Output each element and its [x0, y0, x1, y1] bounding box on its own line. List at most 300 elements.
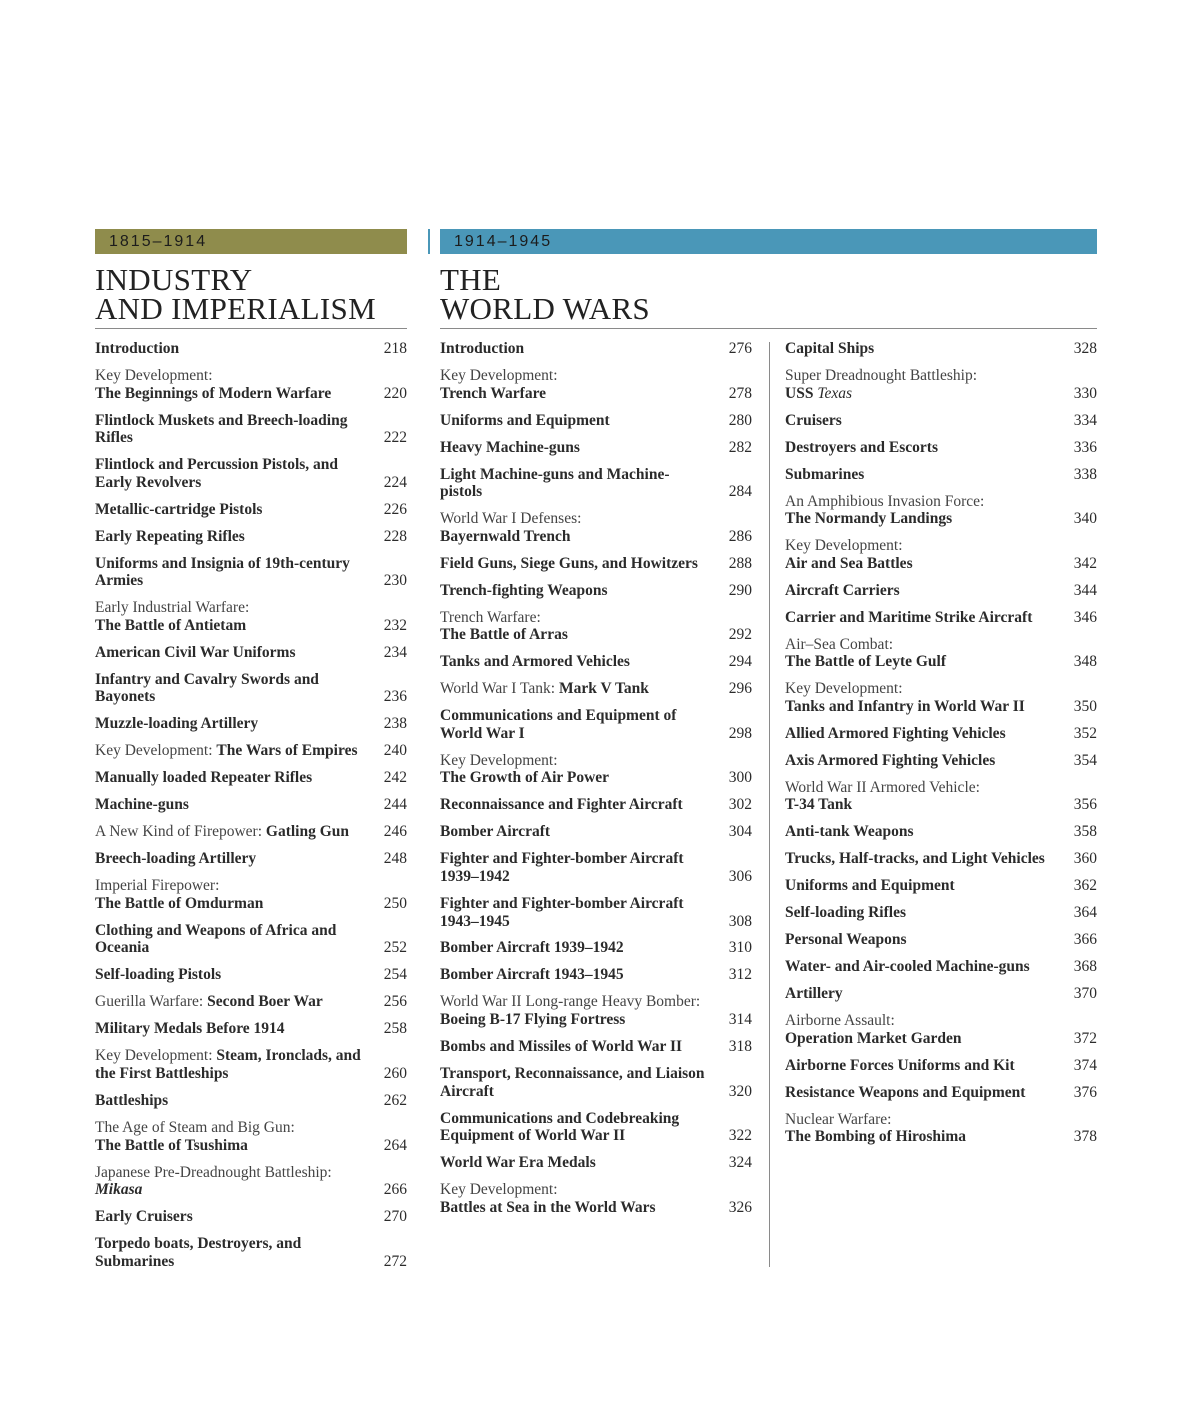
toc-entry-title: Flintlock and Percussion Pistols, and Early Revolvers	[95, 456, 339, 491]
toc-entry-title-italic: Texas	[817, 384, 853, 402]
toc-entry[interactable]	[440, 510, 752, 545]
toc-entry-text	[440, 412, 752, 430]
section-title-world-wars	[440, 262, 650, 326]
toc-entry-text	[440, 1181, 752, 1216]
toc-entry-page-number: 340	[1073, 510, 1097, 528]
toc-entry-title: The Bombing of Hiroshima	[785, 1128, 967, 1146]
toc-entry-text	[440, 510, 752, 545]
toc-entry[interactable]	[440, 939, 752, 957]
toc-entry-page-number: 336	[1073, 438, 1097, 456]
toc-entry-text	[95, 1119, 407, 1154]
toc-entry-text	[785, 752, 1097, 770]
toc-entry-kicker: Imperial Firepower:	[95, 877, 220, 895]
toc-entry-kicker: World War I Tank:	[440, 680, 556, 698]
toc-entry[interactable]	[440, 1065, 752, 1100]
toc-entry-page-number: 292	[728, 626, 752, 644]
toc-entry[interactable]	[95, 877, 407, 912]
toc-entry[interactable]	[440, 609, 752, 644]
toc-entry-title: Destroyers and Escorts	[785, 438, 938, 456]
toc-entry-text	[785, 340, 1097, 358]
toc-entry-title: Bayernwald Trench	[440, 527, 571, 545]
toc-entry-title: Steam, Ironclads, and the First Battleships	[95, 1047, 361, 1083]
toc-entry-title: Capital Ships	[785, 340, 875, 357]
toc-entry[interactable]	[95, 966, 407, 984]
toc-entry-title: Bomber Aircraft	[440, 823, 551, 841]
toc-entry-title: Personal Weapons	[785, 931, 907, 949]
toc-entry-title: The Beginnings of Modern Warfare	[95, 384, 332, 402]
toc-entry-text	[440, 707, 752, 742]
toc-entry-page-number: 240	[383, 742, 407, 760]
toc-entry-text	[440, 895, 752, 930]
toc-entry-page-number: 280	[728, 411, 752, 429]
toc-entry-text	[95, 528, 407, 546]
toc-entry-title: Early Cruisers	[95, 1208, 193, 1226]
toc-entry-text	[440, 850, 752, 885]
toc-entry-title: Aircraft Carriers	[785, 581, 900, 599]
toc-entry-page-number: 348	[1073, 653, 1097, 671]
toc-entry[interactable]	[785, 680, 1097, 715]
toc-entry-text	[440, 823, 752, 841]
toc-entry-title: Military Medals Before 1914	[95, 1020, 285, 1038]
toc-entry[interactable]	[440, 412, 752, 430]
period-label: 1815–1914	[109, 233, 208, 250]
toc-entry-text	[785, 439, 1097, 457]
toc-entry-page-number: 250	[383, 894, 407, 912]
toc-entry-page-number: 344	[1073, 581, 1097, 599]
toc-entry-page-number: 338	[1073, 465, 1097, 483]
toc-entry-text	[440, 680, 752, 698]
toc-entry-text	[95, 501, 407, 519]
toc-entry-page-number: 300	[728, 769, 752, 787]
toc-entry-page-number: 236	[383, 688, 407, 706]
toc-entry-page-number: 226	[383, 500, 407, 518]
toc-entry[interactable]	[785, 636, 1097, 671]
toc-entry[interactable]	[785, 725, 1097, 743]
toc-entry-title: Breech-loading Artillery	[95, 850, 257, 868]
toc-entry-kicker: Key Development:	[440, 366, 558, 384]
toc-entry-title: Manually loaded Repeater Rifles	[95, 769, 313, 787]
toc-entry-text	[785, 985, 1097, 1003]
toc-entry-kicker: Key Development:	[95, 1047, 213, 1065]
toc-entry[interactable]	[785, 412, 1097, 430]
toc-entry[interactable]	[95, 599, 407, 634]
toc-entry-text	[440, 1154, 752, 1172]
toc-entry-text	[785, 680, 1097, 715]
toc-entry-title: Communications and Equipment of World War I	[440, 707, 677, 742]
toc-entry-page-number: 266	[383, 1181, 407, 1199]
toc-entry-title: Battleships	[95, 1092, 169, 1109]
toc-entry[interactable]	[440, 1110, 752, 1145]
toc-entry-kicker: Key Development:	[785, 680, 903, 698]
toc-entry-text	[95, 555, 407, 590]
toc-entry-page-number: 374	[1073, 1056, 1097, 1074]
toc-entry[interactable]	[95, 1208, 407, 1226]
toc-entry[interactable]	[440, 466, 752, 501]
toc-entry-kicker: Guerilla Warfare:	[95, 993, 204, 1011]
toc-entry-text	[95, 1020, 407, 1038]
title-line-2: WORLD WARS	[440, 291, 650, 326]
toc-entry-page-number: 346	[1073, 608, 1097, 626]
toc-entry-title: Tanks and Infantry in World War II	[785, 697, 1025, 715]
toc-entry-title: Uniforms and Equipment	[785, 877, 955, 895]
toc-entry-page-number: 334	[1073, 411, 1097, 429]
toc-entry-text	[440, 939, 752, 957]
toc-entry-page-number: 360	[1073, 850, 1097, 868]
toc-entry-title: The Wars of Empires	[216, 742, 358, 760]
toc-entry-title: Artillery	[785, 985, 843, 1003]
section-title-industry-imperialism	[95, 262, 376, 326]
toc-entry-page-number: 368	[1073, 958, 1097, 976]
toc-entry-title: Reconnaissance and Fighter Aircraft	[440, 796, 683, 814]
toc-entry-text	[785, 850, 1097, 868]
toc-entry-page-number: 244	[383, 796, 407, 814]
toc-entry-page-number: 358	[1073, 823, 1097, 841]
toc-entry-text	[785, 904, 1097, 922]
toc-entry[interactable]	[785, 1057, 1097, 1075]
toc-entry-page-number: 356	[1073, 796, 1097, 814]
toc-entry-kicker: Key Development:	[95, 742, 213, 760]
toc-entry-page-number: 284	[728, 483, 752, 501]
toc-entry-page-number: 232	[383, 616, 407, 634]
toc-entry[interactable]	[95, 1092, 407, 1110]
toc-entry-page-number: 224	[383, 473, 407, 491]
toc-entry-kicker: Key Development:	[95, 366, 213, 384]
toc-entry-title: The Growth of Air Power	[440, 769, 610, 787]
toc-entry[interactable]	[440, 1038, 752, 1056]
toc-entry[interactable]	[785, 931, 1097, 949]
band-marker	[428, 229, 430, 254]
toc-entry-page-number: 254	[383, 966, 407, 984]
toc-entry-page-number: 364	[1073, 904, 1097, 922]
toc-entry-title: Metallic-cartridge Pistols	[95, 500, 263, 518]
toc-entry-title: Field Guns, Siege Guns, and Howitzers	[440, 554, 698, 572]
toc-entry-title: Airborne Forces Uniforms and Kit	[785, 1056, 1015, 1074]
toc-entry-page-number: 276	[728, 340, 752, 357]
toc-entry[interactable]	[785, 850, 1097, 868]
toc-entry-page-number: 324	[728, 1154, 752, 1172]
toc-entry-page-number: 294	[728, 653, 752, 671]
toc-entry-title: T-34 Tank	[785, 796, 853, 814]
toc-entry[interactable]	[95, 1235, 407, 1270]
toc-entry-text	[440, 993, 752, 1028]
toc-entry-text	[440, 1065, 752, 1100]
toc-entry-page-number: 256	[383, 993, 407, 1011]
toc-entry-page-number: 302	[728, 796, 752, 814]
title-rule	[440, 328, 1097, 329]
toc-entry-text	[95, 877, 407, 912]
column-divider	[769, 342, 770, 1267]
toc-entry-kicker: The Age of Steam and Big Gun:	[95, 1118, 295, 1136]
toc-entry[interactable]	[440, 966, 752, 984]
toc-entry[interactable]	[785, 493, 1097, 528]
toc-entry-kicker: Air–Sea Combat:	[785, 635, 894, 653]
toc-entry-kicker: Trench Warfare:	[440, 608, 541, 626]
toc-entry-text	[95, 823, 407, 841]
toc-entry[interactable]	[95, 340, 407, 358]
toc-entry[interactable]	[785, 609, 1097, 627]
toc-entry[interactable]	[785, 985, 1097, 1003]
toc-entry[interactable]	[440, 680, 752, 698]
toc-entry-page-number: 246	[383, 823, 407, 841]
toc-entry-text	[95, 412, 407, 447]
toc-entry-title: Introduction	[440, 340, 525, 357]
toc-entry-title: Gatling Gun	[265, 823, 350, 841]
toc-entry[interactable]	[785, 1111, 1097, 1146]
toc-entry[interactable]	[95, 555, 407, 590]
toc-entry-title: Trench-fighting Weapons	[440, 581, 608, 599]
toc-entry[interactable]	[95, 456, 407, 491]
toc-entry-title: World War Era Medals	[440, 1154, 596, 1172]
toc-entry-title: Muzzle-loading Artillery	[95, 715, 259, 733]
toc-entry-text	[440, 966, 752, 984]
toc-column-world-wars-2	[785, 340, 1097, 1155]
toc-entry-title: Submarines	[785, 465, 865, 483]
toc-entry-page-number: 310	[728, 939, 752, 957]
toc-entry-title: Allied Armored Fighting Vehicles	[785, 724, 1006, 742]
toc-entry[interactable]	[440, 1181, 752, 1216]
toc-entry-text	[785, 1057, 1097, 1075]
toc-entry[interactable]	[785, 439, 1097, 457]
toc-entry[interactable]	[785, 466, 1097, 484]
toc-entry-page-number: 238	[383, 715, 407, 733]
toc-entry-page-number: 308	[728, 912, 752, 930]
toc-entry-title: Clothing and Weapons of Africa and Oceania	[95, 921, 337, 957]
toc-entry-title: Axis Armored Fighting Vehicles	[785, 751, 996, 769]
toc-entry-kicker: World War I Defenses:	[440, 510, 582, 528]
toc-entry-title: Transport, Reconnaissance, and Liaison Aircraft	[440, 1065, 705, 1100]
toc-entry-title: Carrier and Maritime Strike Aircraft	[785, 608, 1033, 626]
toc-entry-text	[95, 1235, 407, 1270]
toc-entry-text	[785, 582, 1097, 600]
title-line-1: THE	[440, 262, 502, 297]
toc-entry-title: Operation Market Garden	[785, 1029, 962, 1047]
toc-entry-title: Cruisers	[785, 411, 842, 429]
toc-entry[interactable]	[95, 796, 407, 814]
toc-entry[interactable]	[785, 582, 1097, 600]
toc-entry-page-number: 318	[728, 1038, 752, 1056]
toc-entry-page-number: 230	[383, 572, 407, 590]
toc-entry-text	[95, 715, 407, 733]
toc-entry[interactable]	[785, 537, 1097, 572]
toc-entry-page-number: 350	[1073, 697, 1097, 715]
toc-entry-title: Trench Warfare	[440, 384, 547, 402]
toc-entry-title: Self-loading Rifles	[785, 904, 906, 922]
toc-entry[interactable]	[785, 1012, 1097, 1047]
toc-entry[interactable]	[95, 1164, 407, 1199]
toc-entry-page-number: 262	[383, 1092, 407, 1109]
toc-entry-title: USS	[785, 384, 818, 402]
toc-entry-text	[440, 1038, 752, 1056]
title-line-1: INDUSTRY	[95, 262, 253, 297]
toc-entry-page-number: 272	[383, 1252, 407, 1270]
toc-entry[interactable]	[440, 993, 752, 1028]
toc-entry-text	[95, 796, 407, 814]
toc-entry-page-number: 354	[1073, 751, 1097, 769]
toc-entry-text	[95, 367, 407, 402]
toc-entry-page-number: 278	[728, 384, 752, 402]
toc-entry[interactable]	[440, 653, 752, 671]
toc-entry-page-number: 270	[383, 1208, 407, 1226]
toc-entry-text	[95, 966, 407, 984]
toc-entry-text	[785, 1012, 1097, 1047]
toc-entry-title: Mark V Tank	[558, 680, 649, 698]
toc-entry-page-number: 312	[728, 966, 752, 984]
toc-entry[interactable]	[440, 895, 752, 930]
toc-entry-page-number: 242	[383, 769, 407, 787]
toc-entry-page-number: 282	[728, 438, 752, 456]
toc-entry[interactable]	[95, 1020, 407, 1038]
toc-entry-title: Uniforms and Insignia of 19th-century Armies	[95, 554, 350, 590]
toc-entry[interactable]	[785, 752, 1097, 770]
toc-entry-text	[785, 466, 1097, 484]
toc-entry[interactable]	[440, 1154, 752, 1172]
toc-entry-title: The Battle of Leyte Gulf	[785, 653, 947, 671]
period-band-1815-1914	[95, 229, 407, 254]
toc-entry-kicker: Nuclear Warfare:	[785, 1110, 892, 1128]
toc-entry-text	[785, 958, 1097, 976]
toc-entry[interactable]	[95, 823, 407, 841]
toc-entry-text	[95, 1208, 407, 1226]
toc-entry[interactable]	[95, 742, 407, 760]
toc-entry[interactable]	[95, 367, 407, 402]
toc-entry-page-number: 306	[728, 867, 752, 885]
toc-entry-page-number: 326	[728, 1198, 752, 1216]
toc-entry-text	[95, 850, 407, 868]
toc-entry-title: Boeing B-17 Flying Fortress	[440, 1011, 626, 1029]
toc-entry-text	[440, 653, 752, 671]
toc-entry-page-number: 252	[383, 939, 407, 957]
toc-entry[interactable]	[785, 367, 1097, 402]
toc-entry-page-number: 362	[1073, 877, 1097, 895]
toc-entry[interactable]	[95, 1119, 407, 1154]
toc-entry-page-number: 260	[383, 1065, 407, 1083]
toc-entry-title: American Civil War Uniforms	[95, 643, 296, 661]
toc-entry[interactable]	[785, 1084, 1097, 1102]
toc-entry-text	[785, 931, 1097, 949]
toc-entry-page-number: 286	[728, 527, 752, 545]
toc-entry[interactable]	[785, 958, 1097, 976]
toc-entry-page-number: 296	[728, 680, 752, 698]
toc-column-industry	[95, 340, 407, 1280]
toc-entry-title: The Battle of Antietam	[95, 616, 247, 634]
toc-entry-page-number: 228	[383, 527, 407, 545]
toc-entry-page-number: 378	[1073, 1128, 1097, 1146]
toc-entry-title: Uniforms and Equipment	[440, 411, 610, 429]
toc-entry[interactable]	[440, 367, 752, 402]
toc-entry[interactable]	[95, 671, 407, 706]
toc-entry-kicker: Airborne Assault:	[785, 1012, 895, 1030]
toc-entry-title: Bomber Aircraft 1939–1942	[440, 939, 624, 957]
toc-entry-page-number: 370	[1073, 985, 1097, 1003]
toc-entry[interactable]	[95, 993, 407, 1011]
toc-entry-text	[785, 537, 1097, 572]
toc-entry-text	[785, 636, 1097, 671]
toc-entry[interactable]	[95, 1047, 407, 1082]
toc-entry-text	[95, 340, 407, 358]
toc-entry[interactable]	[95, 412, 407, 447]
toc-entry-title: Trucks, Half-tracks, and Light Vehicles	[785, 850, 1045, 868]
toc-entry[interactable]	[95, 715, 407, 733]
toc-entry[interactable]	[785, 823, 1097, 841]
toc-column-world-wars-1	[440, 340, 752, 1226]
toc-entry-page-number: 330	[1073, 384, 1097, 402]
toc-entry-page-number: 320	[728, 1082, 752, 1100]
toc-entry[interactable]	[440, 439, 752, 457]
toc-entry-text	[440, 340, 752, 358]
toc-entry-title: Bombs and Missiles of World War II	[440, 1038, 683, 1056]
toc-entry[interactable]	[95, 528, 407, 546]
toc-entry-text	[785, 823, 1097, 841]
toc-entry-kicker: Early Industrial Warfare:	[95, 599, 250, 617]
toc-entry-title: Air and Sea Battles	[785, 554, 913, 572]
toc-entry-text	[440, 466, 752, 501]
toc-entry-text	[440, 1110, 752, 1145]
toc-entry-text	[785, 412, 1097, 430]
toc-entry-page-number: 258	[383, 1020, 407, 1038]
toc-entry[interactable]	[95, 922, 407, 957]
toc-entry[interactable]	[440, 555, 752, 573]
toc-entry-text	[440, 752, 752, 787]
toc-entry[interactable]	[440, 850, 752, 885]
toc-entry-page-number: 248	[383, 850, 407, 868]
toc-entry-text	[95, 644, 407, 662]
toc-entry-title: The Normandy Landings	[785, 510, 953, 528]
toc-entry-text	[95, 671, 407, 706]
toc-entry-text	[785, 367, 1097, 402]
toc-entry-title: Introduction	[95, 340, 180, 357]
toc-entry[interactable]	[440, 340, 752, 358]
toc-entry-page-number: 298	[728, 724, 752, 742]
toc-entry-text	[785, 877, 1097, 895]
toc-entry-title: Anti-tank Weapons	[785, 823, 914, 841]
toc-entry[interactable]	[785, 904, 1097, 922]
toc-entry-text	[95, 1164, 407, 1199]
toc-entry[interactable]	[95, 769, 407, 787]
toc-entry-title: Battles at Sea in the World Wars	[440, 1198, 656, 1216]
toc-entry[interactable]	[440, 796, 752, 814]
toc-entry-page-number: 328	[1073, 340, 1097, 357]
toc-entry[interactable]	[785, 340, 1097, 358]
toc-entry-text	[95, 742, 407, 760]
toc-entry-title: Self-loading Pistols	[95, 966, 222, 984]
toc-entry-text	[785, 1084, 1097, 1102]
toc-entry-title: Fighter and Fighter-bomber Aircraft 1939–1942	[440, 850, 684, 885]
toc-entry-page-number: 342	[1073, 554, 1097, 572]
toc-entry[interactable]	[440, 707, 752, 742]
toc-entry-title: Light Machine-guns and Machine-pistols	[440, 465, 670, 501]
toc-entry[interactable]	[440, 582, 752, 600]
toc-entry[interactable]	[95, 850, 407, 868]
title-rule	[95, 328, 407, 329]
toc-entry[interactable]	[95, 501, 407, 519]
toc-entry-kicker: An Amphibious Invasion Force:	[785, 492, 985, 510]
toc-entry-text	[440, 609, 752, 644]
toc-entry-page-number: 234	[383, 643, 407, 661]
toc-entry-text	[95, 1047, 407, 1082]
toc-entry[interactable]	[440, 752, 752, 787]
toc-entry[interactable]	[95, 644, 407, 662]
toc-entry-kicker: World War II Long-range Heavy Bomber:	[440, 993, 701, 1011]
toc-entry-title: Water- and Air-cooled Machine-guns	[785, 958, 1030, 976]
toc-entry-text	[440, 555, 752, 573]
toc-entry[interactable]	[785, 877, 1097, 895]
toc-entry-title: Heavy Machine-guns	[440, 438, 580, 456]
toc-entry[interactable]	[440, 823, 752, 841]
toc-entry[interactable]	[785, 779, 1097, 814]
toc-entry-text	[785, 609, 1097, 627]
toc-entry-kicker: World War II Armored Vehicle:	[785, 778, 980, 796]
toc-entry-text	[785, 1111, 1097, 1146]
